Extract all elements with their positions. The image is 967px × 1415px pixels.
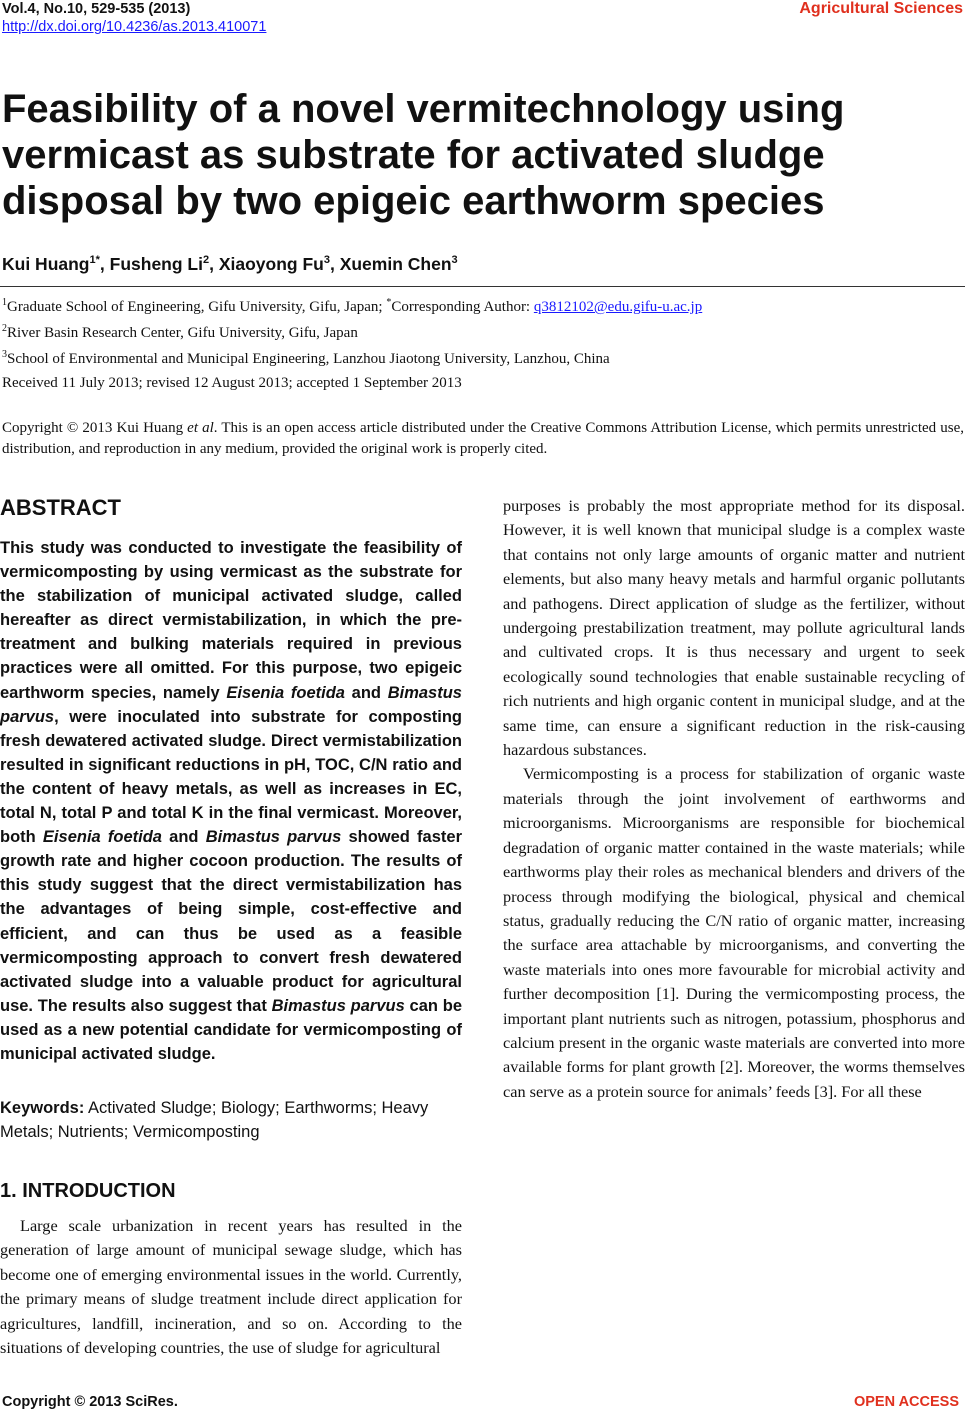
footer-open-access: OPEN ACCESS [853, 1394, 959, 1410]
journal-name: Agricultural Sciences [799, 0, 963, 17]
license-notice: Copyright © 2013 Kui Huang et al. This is an open access article distributed under the Creative Commons Attribution License, which permits unrestricted use, distribution, and reproduction in any medium, provided the original work is properly cited. [2, 420, 964, 457]
volume-info: Vol.4, No.10, 529-535 (2013) [2, 1, 191, 17]
author-name: Kui Huang [2, 254, 90, 274]
affiliations [2, 292, 962, 370]
affiliation-1: $^1$Graduate School of Engineering, Gifu University, Gifu, Japan; *Corresponding Author: q3812102@edu.gifu-u.ac.jp [2, 297, 703, 315]
author-list: Kui Huang$^{1*}$, Fusheng Li$^2$, Xiaoyong Fu$^3$, Xuemin Chen$^3$ [2, 254, 458, 274]
author-sup: 3 [323, 254, 330, 267]
abstract-text: This study was conducted to investigate the feasibility of vermicomposting by using vermicast as the substrate for the stabilization of municipal activated sludge, called hereafter as direct vermistabilization, in which the pre-treatment and bulking materials required in previous practices were all omitted. For this purpose, two epigeic earthworm species, namely Eisenia foetida and Bimastus parvus, were inoculated into substrate for composting fresh dewatered activated sludge. Direct vermistabilization resulted in significant reductions in pH, TOC, C/N ratio and the content of heavy metals, as well as increases in EC, total N, total P and total K in the final vermicast. Moreover, both Eisenia foetida and Bimastus parvus showed faster growth rate and higher cocoon production. The results of this study suggest that the direct vermistabilization has the advantages of being simple, cost-effective and efficient, and can thus be used as a feasible vermicomposting approach to convert fresh dewatered activated sludge into a valuable product for agricultural use. The results also suggest that Bimastus parvus can be used as a new potential candidate for vermicomposting of municipal activated sludge. [0, 539, 462, 1063]
affiliation-2: $^2$River Basin Research Center, Gifu University, Gifu, Japan [2, 323, 358, 341]
footer-copyright: Copyright © 2013 SciRes. [2, 1394, 178, 1410]
introduction-heading: 1. INTRODUCTION [0, 1180, 176, 1203]
introduction-paragraph-2: Vermicomposting is a process for stabilization of organic waste materials through the joint involvement of earthworms and microorganisms. Microorganisms are responsible for biochemical degradation of organic matter contained in the waste materials; while earthworms play their roles as mechanical blenders and drivers of the process through modifying the biological, physical and chemical status, gradually reducing the C/N ratio of organic matter, increasing the surface area attachable by microorganisms, and converting the waste materials into ones more favourable for microbial activity and further decomposition [1]. During the vermicomposting process, the important plant nutrients such as nitrogen, potassium, phosphorus and calcium present in the organic waste materials are converted into more available forms for plant growth [2]. Moreover, the worms themselves can serve as a protein source for animals’ feeds [3]. For all these [503, 764, 965, 1101]
author-sup: 2 [202, 254, 210, 267]
affiliation-3: $^3$School of Environmental and Municipal Engineering, Lanzhou Jiaotong University, Lanzhou, China [2, 349, 610, 367]
doi-link[interactable]: http://dx.doi.org/10.4236/as.2013.410071 [2, 19, 267, 35]
introduction-paragraph-1: Large scale urbanization in recent years has resulted in the generation of large amount of municipal sewage sludge, which has become one of emerging environmental issues in the world. Currently, the primary means of sludge treatment include direct application for agricultures, landfill, incineration, and so on. According to the situations of developing countries, the use of sludge for agricultural [0, 1216, 462, 1358]
right-column [503, 494, 965, 1104]
keywords: Keywords: Activated Sludge; Biology; Earthworms; Heavy Metals; Nutrients; Vermicomposting [0, 1099, 429, 1142]
abstract-heading: ABSTRACT [0, 495, 121, 520]
journal-header [2, 0, 266, 36]
author-sup: 3 [451, 254, 458, 267]
email-link[interactable]: q3812102@edu.gifu-u.ac.jp [533, 299, 703, 315]
author-name: Fusheng Li [109, 254, 203, 274]
author-name: Xuemin Chen [339, 254, 452, 274]
paper-title: Feasibility of a novel vermitechnology using vermicast as substrate for activated sludge disposal by two epigeic earthworm species [2, 87, 845, 223]
author-sup: 1* [89, 254, 100, 267]
article-dates: Received 11 July 2013; revised 12 August 2013; accepted 1 September 2013 [2, 375, 462, 391]
left-column [0, 494, 462, 1361]
divider [0, 286, 965, 287]
introduction-paragraph-1-continued: purposes is probably the most appropriate method for its disposal. However, it is well known that municipal sludge is a complex waste that contains not only large amounts of organic matter and nutrient elements, but also many heavy metals and harmful organic pollutants and pathogens. Direct application of sludge as the fertilizer, without undergoing prestabilization treatment, may pollute agricultural lands and cultivated crops. It is thus necessary and urgent to seek ecologically sound technologies that enable sustainable recycling of rich nutrients and high organic content in municipal sludge, and at the same time, can ensure a significant reduction in the risk-causing hazardous substances. [503, 496, 965, 760]
author-name: Xiaoyong Fu [218, 254, 324, 274]
